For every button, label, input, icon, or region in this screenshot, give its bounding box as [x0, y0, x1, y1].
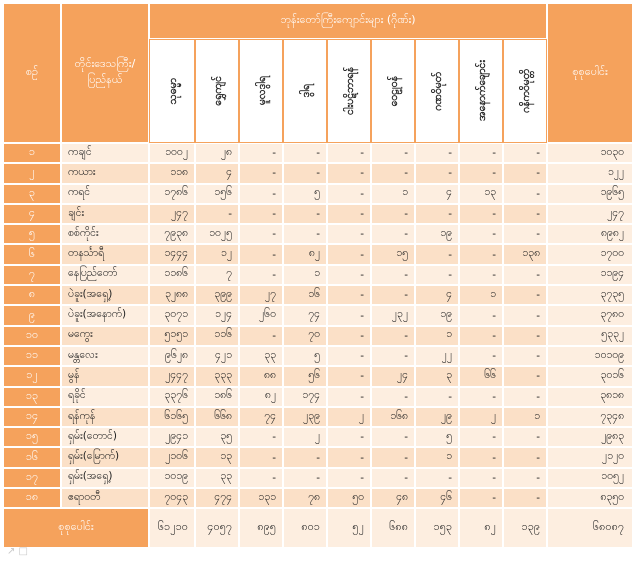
row-region-name: ရှမ်း(အရှေ့)	[61, 468, 149, 488]
row-sect-value: -	[283, 204, 327, 224]
row-number: ၁၈	[3, 488, 61, 508]
table-row	[3, 346, 633, 366]
row-sect-value: ၁၇၈၆	[149, 184, 195, 204]
row-sect-value: ၃၂၈၈	[149, 285, 195, 305]
row-sect-value: -	[327, 447, 371, 467]
row-sect-value: ၇၉၃၈	[149, 224, 195, 244]
row-sect-value: -	[459, 305, 503, 325]
header-sect-label: မူလဒွါရ	[255, 76, 268, 106]
row-sect-value: -	[239, 265, 283, 285]
row-sect-value: -	[503, 326, 547, 346]
row-sect-value: -	[503, 204, 547, 224]
row-region-name: တနင်္သာရီ	[61, 244, 149, 264]
row-region-name: မကွေး	[61, 326, 149, 346]
row-sect-value: ၁၇၄	[283, 387, 327, 407]
table-row	[3, 285, 633, 305]
row-sect-value: ၄၇၄	[195, 488, 239, 508]
row-sect-value: -	[415, 265, 459, 285]
table-row	[3, 143, 633, 163]
row-sect-value: -	[239, 326, 283, 346]
row-sect-value: ၁၃	[195, 447, 239, 467]
row-sect-value: ၂၄	[371, 366, 415, 386]
row-sect-value: ၇၀၄၃	[149, 488, 195, 508]
row-sect-value: ၁	[283, 265, 327, 285]
row-sect-value: ၁	[503, 407, 547, 427]
row-sect-value: -	[371, 447, 415, 467]
row-sect-value: ၁၄၄၄	[149, 244, 195, 264]
row-sect-value: -	[239, 143, 283, 163]
row-number: ၁၁	[3, 346, 61, 366]
row-total: ၅၃၃၂	[547, 326, 633, 346]
table-row	[3, 224, 633, 244]
row-sect-value: -	[327, 224, 371, 244]
row-sect-value: ၉၆၂၈	[149, 346, 195, 366]
row-sect-value: ၄၂၁	[195, 346, 239, 366]
row-region-name: နေပြည်တော်	[61, 265, 149, 285]
footer-sect-total: ၈၉၅	[239, 508, 283, 548]
row-region-name: ချင်း	[61, 204, 149, 224]
row-sect-value: ၁	[415, 447, 459, 467]
header-sect	[371, 39, 415, 143]
row-sect-value: -	[503, 305, 547, 325]
header-sect	[459, 39, 503, 143]
row-total: ၂၁၂၀	[547, 447, 633, 467]
row-sect-value: -	[459, 387, 503, 407]
row-region-name: ရန်ကုန်	[61, 407, 149, 427]
row-sect-value: -	[327, 244, 371, 264]
row-sect-value: ၁၉	[415, 224, 459, 244]
row-sect-value: ၇၄	[239, 407, 283, 427]
row-number: ၁၂	[3, 366, 61, 386]
row-sect-value: -	[327, 427, 371, 447]
monastery-sect-table	[3, 3, 633, 548]
row-region-name: စစ်ကိုင်း	[61, 224, 149, 244]
row-total: ၇၃၄၈	[547, 407, 633, 427]
header-sect-label: ဂဏဝိမုတ်	[431, 71, 444, 111]
row-sect-value: ၁၀၁၉	[149, 468, 195, 488]
row-total: ၁၁၉၄	[547, 265, 633, 285]
row-sect-value: ၂၄၇	[149, 204, 195, 224]
row-sect-value: ၁၉	[415, 305, 459, 325]
table-row	[3, 305, 633, 325]
row-region-name: ကယား	[61, 163, 149, 183]
row-sect-value: ၁၃	[459, 184, 503, 204]
row-sect-value: -	[459, 447, 503, 467]
table-row	[3, 265, 633, 285]
row-region-name: ရှမ်း(တောင်)	[61, 427, 149, 447]
row-sect-value: ၁၂၄	[195, 305, 239, 325]
statistics-table-container	[3, 3, 625, 563]
row-sect-value: ၂	[459, 407, 503, 427]
row-sect-value: -	[371, 265, 415, 285]
row-total: ၁၀၅၂	[547, 468, 633, 488]
row-sect-value: -	[327, 285, 371, 305]
row-sect-value: ၈၂	[283, 244, 327, 264]
header-sect	[239, 39, 283, 143]
row-sect-value: ၁၆	[283, 285, 327, 305]
row-sect-value: -	[459, 468, 503, 488]
row-total: ၁၀၁၀၉	[547, 346, 633, 366]
table-row	[3, 447, 633, 467]
row-sect-value: -	[459, 265, 503, 285]
row-sect-value: -	[503, 224, 547, 244]
row-sect-value: -	[459, 204, 503, 224]
row-number: ၈	[3, 285, 61, 305]
row-sect-value: -	[327, 387, 371, 407]
row-sect-value: -	[239, 427, 283, 447]
row-sect-value: -	[239, 244, 283, 264]
row-region-name: ရခိုင်	[61, 387, 149, 407]
row-region-name: မွန်	[61, 366, 149, 386]
row-number: ၅	[3, 224, 61, 244]
row-sect-value: ၁၃၁	[239, 488, 283, 508]
row-sect-value: -	[327, 366, 371, 386]
row-sect-value: -	[371, 143, 415, 163]
row-sect-value: ၆၆	[459, 366, 503, 386]
row-sect-value: -	[371, 427, 415, 447]
row-sect-value: ၂၆၀	[239, 305, 283, 325]
row-sect-value: ၁၀၀၂	[149, 143, 195, 163]
row-sect-value: ၁	[371, 184, 415, 204]
footer-sect-total: ၄၀၅၇	[195, 508, 239, 548]
row-number: ၁	[3, 143, 61, 163]
row-sect-value: -	[503, 285, 547, 305]
row-number: ၁၆	[3, 447, 61, 467]
row-sect-value: ၁၁၈၆	[149, 265, 195, 285]
row-sect-value: -	[239, 204, 283, 224]
footer-sect-total: ၆၁၂၁၀	[149, 508, 195, 548]
header-sect-label: ဂနိကဝိမုတ္တိ	[519, 69, 532, 113]
table-row	[3, 366, 633, 386]
footer-sect-total: ၈၀၁	[283, 508, 327, 548]
row-sect-value: -	[327, 163, 371, 183]
header-sect	[283, 39, 327, 143]
row-total: ၃၇၃၅	[547, 285, 633, 305]
row-sect-value: -	[415, 244, 459, 264]
row-number: ၁၀	[3, 326, 61, 346]
row-sect-value: -	[283, 468, 327, 488]
row-sect-value: -	[415, 468, 459, 488]
row-sect-value: -	[371, 326, 415, 346]
row-sect-value: -	[327, 204, 371, 224]
header-sect	[503, 39, 547, 143]
row-sect-value: ၅၆	[283, 366, 327, 386]
row-sect-value: -	[459, 427, 503, 447]
row-region-name: မန္တလေး	[61, 346, 149, 366]
row-sect-value: -	[503, 427, 547, 447]
row-sect-value: ၁၃၈	[503, 244, 547, 264]
row-sect-value: ၃	[415, 366, 459, 386]
row-sect-value: -	[459, 163, 503, 183]
row-sect-value: -	[503, 163, 547, 183]
row-sect-value: -	[503, 143, 547, 163]
row-sect-value: ၂၈	[195, 143, 239, 163]
table-row	[3, 204, 633, 224]
row-sect-value: -	[283, 143, 327, 163]
row-sect-value: -	[415, 143, 459, 163]
row-sect-value: -	[503, 488, 547, 508]
table-row	[3, 407, 633, 427]
row-sect-value: -	[371, 163, 415, 183]
row-sect-value: ၄	[415, 184, 459, 204]
row-sect-value: -	[371, 387, 415, 407]
table-row	[3, 468, 633, 488]
row-sect-value: ၄	[415, 285, 459, 305]
row-sect-value: ၃၃၇၆	[149, 387, 195, 407]
row-sect-value: ၇၈	[283, 488, 327, 508]
row-sect-value: -	[371, 224, 415, 244]
footer-sect-total: ၆၈၈	[371, 508, 415, 548]
row-sect-value: -	[503, 184, 547, 204]
row-sect-value: -	[371, 346, 415, 366]
row-sect-value: ၄၈	[371, 488, 415, 508]
footer-sect-total: ၈၂	[459, 508, 503, 548]
table-row	[3, 184, 633, 204]
row-sect-value: ၃၅	[195, 427, 239, 447]
row-sect-value: ၂	[283, 427, 327, 447]
row-sect-value: ၂၇	[239, 285, 283, 305]
header-sect-label: ဝေဠုဝန်	[387, 75, 400, 107]
table-row	[3, 326, 633, 346]
row-sect-value: ၅	[415, 427, 459, 447]
row-sect-value: -	[327, 305, 371, 325]
row-sect-value: -	[415, 387, 459, 407]
row-total: ၁၇၀၀	[547, 244, 633, 264]
row-sect-value: -	[327, 184, 371, 204]
row-sect-value: ၇၀	[283, 326, 327, 346]
row-sect-value: ၅	[283, 184, 327, 204]
watermark: ↗ □	[7, 546, 29, 557]
table-row	[3, 427, 633, 447]
table-row	[3, 387, 633, 407]
row-sect-value: ၁၀၂၅	[195, 224, 239, 244]
row-sect-value: -	[503, 447, 547, 467]
row-sect-value: ၂၉	[415, 407, 459, 427]
row-total: ၃၀၁၆	[547, 366, 633, 386]
row-sect-value: -	[459, 143, 503, 163]
row-sect-value: ၁၈၆	[195, 387, 239, 407]
row-number: ၁၇	[3, 468, 61, 488]
header-sect	[149, 39, 195, 143]
row-sect-value: -	[503, 366, 547, 386]
row-total: ၂၄၇	[547, 204, 633, 224]
row-sect-value: ၈၂	[239, 387, 283, 407]
header-region: တိုင်းဒေသကြီး/ ပြည်နယ်	[61, 3, 149, 143]
row-sect-value: ၃၃၃	[195, 366, 239, 386]
row-region-name: ဧရာဝတီ	[61, 488, 149, 508]
row-sect-value: -	[371, 204, 415, 224]
row-total: ၁၂၂	[547, 163, 633, 183]
row-sect-value: -	[283, 447, 327, 467]
header-total: စုစုပေါင်း	[547, 3, 633, 143]
row-total: ၂၉၈၃	[547, 427, 633, 447]
row-sect-value: ၁၁၈	[149, 163, 195, 183]
row-sect-value: -	[371, 285, 415, 305]
row-sect-value: ၁၂	[195, 244, 239, 264]
row-sect-value: -	[459, 488, 503, 508]
row-sect-value: -	[459, 346, 503, 366]
footer-sect-total: ၅၂	[327, 508, 371, 548]
footer-sect-total: ၁၅၃	[415, 508, 459, 548]
row-number: ၆	[3, 244, 61, 264]
row-sect-value: ၄၆	[415, 488, 459, 508]
table-row	[3, 244, 633, 264]
row-sect-value: ၂၉၄၁	[149, 427, 195, 447]
row-sect-value: ၂၁၀၆	[149, 447, 195, 467]
row-sect-value: ၁	[459, 285, 503, 305]
row-sect-value: ၅၁၅၁	[149, 326, 195, 346]
row-number: ၇	[3, 265, 61, 285]
row-sect-value: -	[503, 468, 547, 488]
row-region-name: ပဲခူး(အရှေ့)	[61, 285, 149, 305]
row-sect-value: ၇	[195, 265, 239, 285]
row-sect-value: ၆၁၆၅	[149, 407, 195, 427]
table-row	[3, 163, 633, 183]
row-sect-value: ၃၀၇၁	[149, 305, 195, 325]
row-sect-value: -	[415, 163, 459, 183]
row-sect-value: ၃၃	[239, 346, 283, 366]
row-sect-value: -	[327, 143, 371, 163]
row-total: ၈၉၈၂	[547, 224, 633, 244]
row-sect-value: ၆၆၈	[195, 407, 239, 427]
row-sect-value: ၂၃၂	[371, 305, 415, 325]
row-sect-value: ၅၀	[327, 488, 371, 508]
row-sect-value: ၁၆၈	[371, 407, 415, 427]
row-sect-value: -	[239, 447, 283, 467]
row-sect-value: ၇၄	[283, 305, 327, 325]
row-sect-value: ၈၈	[239, 366, 283, 386]
row-sect-value: -	[239, 184, 283, 204]
row-region-name: ပဲခူး(အနောက်)	[61, 305, 149, 325]
header-sect-group: ဘုန်းတော်ကြီးကျောင်းများ (ဂိုဏ်း)	[149, 3, 547, 39]
row-sect-value: ၁၅၆	[195, 184, 239, 204]
header-sect-label: အနောက်ချောင်း	[475, 60, 488, 122]
footer-total-label: စုစုပေါင်း	[3, 508, 149, 548]
row-region-name: ကချင်	[61, 143, 149, 163]
row-number: ၁၃	[3, 387, 61, 407]
header-sect	[327, 39, 371, 143]
row-sect-value: -	[327, 346, 371, 366]
row-number: ၁၅	[3, 427, 61, 447]
row-number: ၁၄	[3, 407, 61, 427]
row-sect-value: ၁၅	[371, 244, 415, 264]
row-sect-value: -	[415, 204, 459, 224]
row-sect-value: ၂၄၄၇	[149, 366, 195, 386]
row-sect-value: ၃၃	[195, 468, 239, 488]
row-total: ၃၇၈၀	[547, 305, 633, 325]
row-number: ၂	[3, 163, 61, 183]
row-sect-value: -	[503, 346, 547, 366]
row-sect-value: ၃၉၉	[195, 285, 239, 305]
header-number: စဉ်	[3, 3, 61, 143]
footer-grand-total: ၆၈၀၈၇	[547, 508, 633, 548]
row-sect-value: -	[239, 468, 283, 488]
row-sect-value: -	[283, 163, 327, 183]
row-sect-value: ၂	[327, 407, 371, 427]
row-sect-value: -	[327, 326, 371, 346]
row-sect-value: ၂၂	[415, 346, 459, 366]
row-sect-value: ၁၁၆	[195, 326, 239, 346]
row-sect-value: ၅	[283, 346, 327, 366]
row-sect-value: -	[503, 387, 547, 407]
row-total: ၃၈၁၈	[547, 387, 633, 407]
header-sect	[415, 39, 459, 143]
row-sect-value: -	[371, 468, 415, 488]
header-sect-label: ရွှေကျင်	[211, 76, 224, 106]
row-sect-value: -	[459, 224, 503, 244]
footer-sect-total: ၁၃၉	[503, 508, 547, 548]
row-sect-value: -	[503, 265, 547, 285]
header-sect-label: ငါးပဋိဘာရန်	[343, 66, 356, 115]
row-total: ၈၃၅၀	[547, 488, 633, 508]
table-row	[3, 488, 633, 508]
row-sect-value: ၄	[195, 163, 239, 183]
row-total: ၁၀၃၀	[547, 143, 633, 163]
row-total: ၁၉၆၅	[547, 184, 633, 204]
row-number: ၃	[3, 184, 61, 204]
row-number: ၉	[3, 305, 61, 325]
row-sect-value: -	[195, 204, 239, 224]
row-sect-value: -	[283, 224, 327, 244]
row-region-name: ရှမ်း(မြောက်)	[61, 447, 149, 467]
row-region-name: ကရင်	[61, 184, 149, 204]
row-sect-value: -	[327, 265, 371, 285]
row-sect-value: ၁	[415, 326, 459, 346]
row-sect-value: ၂၃၉	[283, 407, 327, 427]
header-sect-label: သုဓမ္မာ	[166, 77, 179, 105]
row-sect-value: -	[239, 224, 283, 244]
row-sect-value: -	[459, 326, 503, 346]
header-sect	[195, 39, 239, 143]
header-sect-label: ဒွါရ	[299, 84, 312, 98]
row-sect-value: -	[327, 468, 371, 488]
row-sect-value: -	[239, 163, 283, 183]
row-number: ၄	[3, 204, 61, 224]
row-sect-value: -	[459, 244, 503, 264]
